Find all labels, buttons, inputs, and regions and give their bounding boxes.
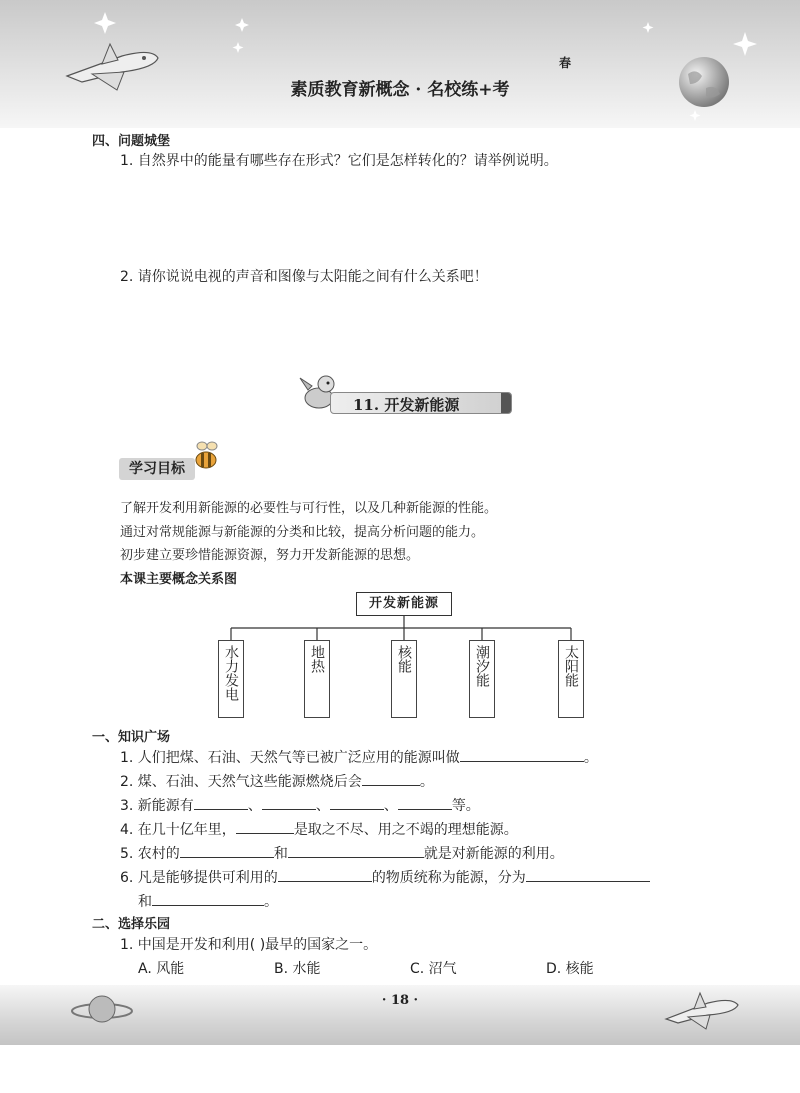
fill-question-5: 5. 农村的 和 就是对新能源的利用。 (120, 843, 564, 863)
choice-question-1: 1. 中国是开发和利用( )最早的国家之一。 (120, 937, 378, 953)
section4-question-2: 2. 请你说说电视的声音和图像与太阳能之间有什么关系吧！ (120, 269, 488, 285)
option-b[interactable]: B. 水能 (274, 961, 321, 977)
fill-question-3: 3. 新能源有 、 、 、 等。 (120, 795, 480, 815)
footer-band (0, 985, 800, 1045)
concept-node-label: 水力发电 (223, 645, 239, 701)
section4-heading: 四、问题城堡 (92, 134, 171, 149)
objective-item: 了解开发利用新能源的必要性与可行性，以及几种新能源的性能。 (120, 501, 498, 516)
concept-node-solar (558, 640, 584, 718)
answer-blank[interactable] (526, 867, 650, 882)
fill-question-2: 2. 煤、石油、天然气这些能源燃烧后会 。 (120, 771, 434, 791)
objective-item: 初步建立要珍惜能源资源，努力开发新能源的思想。 (120, 548, 420, 563)
answer-blank[interactable] (278, 867, 372, 882)
season-label: 春 (559, 56, 572, 70)
answer-blank[interactable] (194, 795, 248, 810)
concept-map-heading: 本课主要概念关系图 (120, 572, 238, 587)
concept-node-label: 潮汐能 (474, 645, 490, 687)
option-c[interactable]: C. 沼气 (410, 961, 457, 977)
answer-blank[interactable] (460, 747, 584, 762)
section2-heading: 二、选择乐园 (92, 917, 171, 932)
concept-node-geothermal (304, 640, 330, 718)
concept-node-nuclear (391, 640, 417, 718)
page-number: · 18 · (381, 993, 419, 1008)
objective-item: 通过对常规能源与新能源的分类和比较，提高分析问题的能力。 (120, 524, 485, 540)
concept-node-label: 太阳能 (563, 645, 579, 687)
answer-blank[interactable] (180, 843, 274, 858)
section4-question-1: 1. 自然界中的能量有哪些存在形式？它们是怎样转化的？请举例说明。 (120, 153, 558, 169)
answer-blank[interactable] (288, 843, 424, 858)
concept-node-label: 地热 (309, 645, 325, 673)
answer-blank[interactable] (362, 771, 420, 786)
concept-map-root: 开发新能源 (356, 592, 452, 616)
section1-heading: 一、知识广场 (92, 730, 171, 745)
concept-node-hydro (218, 640, 244, 718)
concept-node-tidal (469, 640, 495, 718)
answer-blank[interactable] (152, 891, 264, 906)
option-a[interactable]: A. 风能 (138, 961, 185, 977)
answer-blank[interactable] (262, 795, 316, 810)
option-d[interactable]: D. 核能 (546, 961, 594, 977)
lesson-title: 11. 开发新能源 (353, 396, 460, 414)
fill-question-1: 1. 人们把煤、石油、天然气等已被广泛应用的能源叫做 。 (120, 747, 598, 767)
concept-node-label: 核能 (396, 645, 412, 673)
fill-question-6: 6. 凡是能够提供可利用的 的物质统称为能源，分为 (120, 867, 650, 887)
fill-question-4: 4. 在几十亿年里， 是取之不尽、用之不竭的理想能源。 (120, 819, 518, 839)
objectives-label: 学习目标 (119, 458, 195, 480)
fill-question-6-line2: 和 。 (138, 891, 278, 911)
answer-blank[interactable] (330, 795, 384, 810)
answer-blank[interactable] (236, 819, 294, 834)
answer-blank[interactable] (398, 795, 452, 810)
header-title: 素质教育新概念 · 名校练+考 (290, 80, 510, 100)
